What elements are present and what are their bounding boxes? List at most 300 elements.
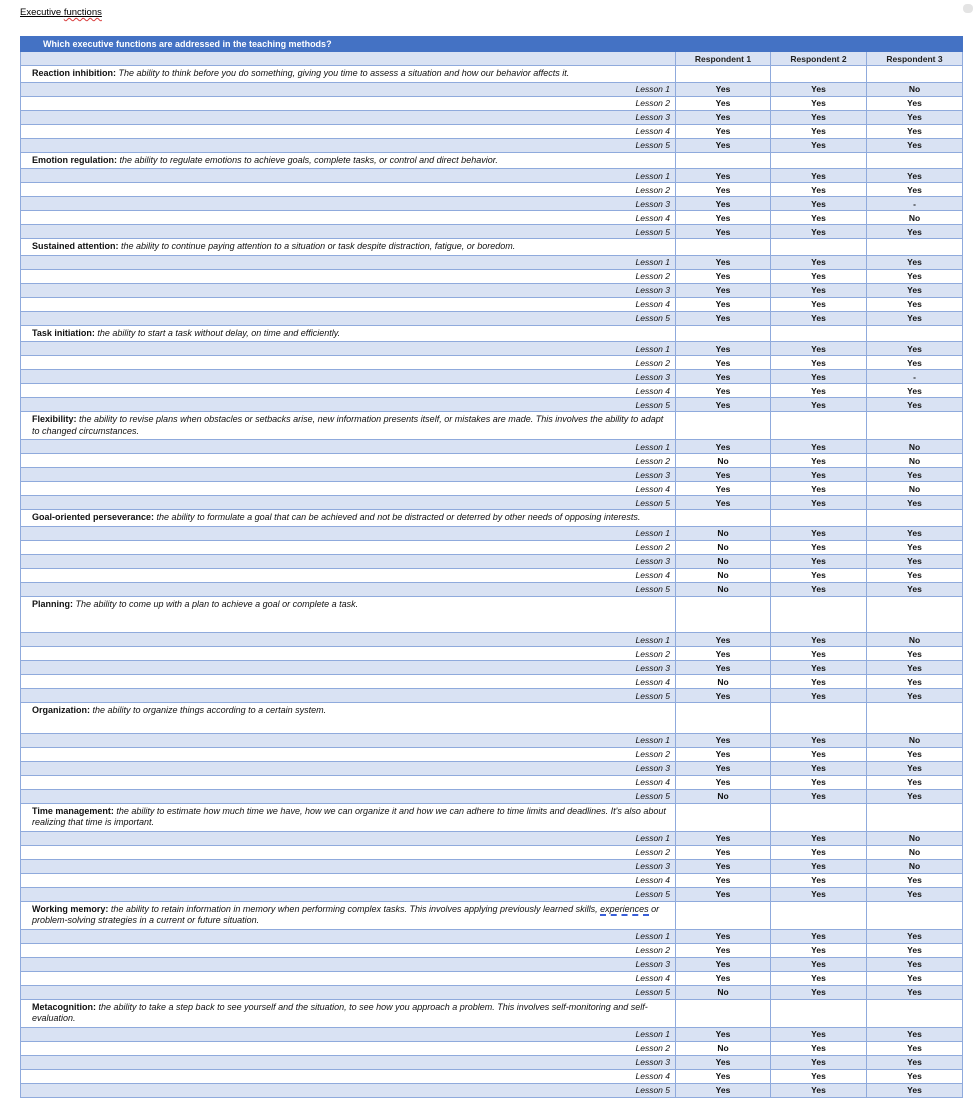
answer-cell-respondent-2: Yes	[771, 831, 867, 845]
section-organization-lesson-2-row	[21, 747, 963, 761]
answer-cell-respondent-1: Yes	[676, 775, 771, 789]
answer-cell-respondent-2: Yes	[771, 297, 867, 311]
answer-cell-respondent-1: Yes	[676, 1069, 771, 1083]
section-reaction-inhibition-lesson-3-row	[21, 110, 963, 124]
section-working-memory-lesson-3-row	[21, 957, 963, 971]
section-emotion-regulation-lesson-4-row	[21, 211, 963, 225]
answer-cell-respondent-2: Yes	[771, 1041, 867, 1055]
answer-cell-respondent-2: Yes	[771, 554, 867, 568]
answer-cell-respondent-3: Yes	[867, 124, 963, 138]
lesson-label: Lesson 5	[21, 496, 676, 510]
lesson-label: Lesson 4	[21, 568, 676, 582]
section-time-management-lesson-5-row	[21, 887, 963, 901]
lesson-label: Lesson 1	[21, 342, 676, 356]
empty-answer-cell	[676, 412, 771, 440]
answer-cell-respondent-3: Yes	[867, 283, 963, 297]
answer-cell-respondent-1: Yes	[676, 297, 771, 311]
answer-cell-respondent-3: No	[867, 859, 963, 873]
answer-cell-respondent-2: Yes	[771, 971, 867, 985]
answer-cell-respondent-2: Yes	[771, 887, 867, 901]
section-description-text: the ability to continue paying attention to a situation or task despite distraction, fatigue, or boredom.	[118, 241, 516, 251]
section-organization-description	[21, 703, 676, 734]
table-body	[21, 37, 963, 1098]
answer-cell-respondent-2: Yes	[771, 789, 867, 803]
answer-cell-respondent-3: Yes	[867, 1027, 963, 1041]
section-organization-lesson-5-row	[21, 789, 963, 803]
lesson-label: Lesson 3	[21, 468, 676, 482]
lesson-label: Lesson 5	[21, 582, 676, 596]
respondent-2-header: Respondent 2	[771, 52, 867, 66]
answer-cell-respondent-2: Yes	[771, 689, 867, 703]
answer-cell-respondent-3: Yes	[867, 183, 963, 197]
section-task-initiation-lesson-5-row	[21, 398, 963, 412]
section-metacognition-lesson-2-row	[21, 1041, 963, 1055]
lesson-label: Lesson 5	[21, 311, 676, 325]
section-name: Metacognition:	[32, 1001, 96, 1012]
answer-cell-respondent-3: Yes	[867, 1083, 963, 1097]
answer-cell-respondent-1: Yes	[676, 957, 771, 971]
answer-cell-respondent-2: Yes	[771, 943, 867, 957]
lesson-label: Lesson 1	[21, 1027, 676, 1041]
section-name: Planning:	[32, 598, 73, 609]
answer-cell-respondent-3: Yes	[867, 747, 963, 761]
lesson-label: Lesson 5	[21, 689, 676, 703]
section-name: Organization:	[32, 705, 90, 715]
section-description-text: the ability to regulate emotions to achieve goals, complete tasks, or control and direct behavior.	[117, 154, 498, 165]
lesson-label: Lesson 2	[21, 269, 676, 283]
section-sustained-attention-lesson-2-row	[21, 269, 963, 283]
section-metacognition-lesson-1-row	[21, 1027, 963, 1041]
section-description-text: the ability to organize things according to a certain system.	[90, 705, 327, 715]
lesson-label: Lesson 2	[21, 356, 676, 370]
section-organization-lesson-4-row	[21, 775, 963, 789]
lesson-label: Lesson 5	[21, 1083, 676, 1097]
lesson-label: Lesson 5	[21, 398, 676, 412]
answer-cell-respondent-1: Yes	[676, 169, 771, 183]
empty-answer-cell	[867, 412, 963, 440]
answer-cell-respondent-3: Yes	[867, 311, 963, 325]
section-name: Task initiation:	[32, 327, 95, 338]
answer-cell-respondent-2: Yes	[771, 775, 867, 789]
lesson-label: Lesson 3	[21, 554, 676, 568]
answer-cell-respondent-2: Yes	[771, 225, 867, 239]
lesson-label: Lesson 2	[21, 747, 676, 761]
section-sustained-attention-description	[21, 239, 676, 256]
section-time-management-lesson-2-row	[21, 845, 963, 859]
section-goal-oriented-perseverance-lesson-2-row	[21, 540, 963, 554]
empty-answer-cell	[676, 66, 771, 83]
section-time-management-description	[21, 803, 676, 831]
answer-cell-respondent-3: Yes	[867, 775, 963, 789]
section-name: Flexibility:	[32, 414, 77, 424]
answer-cell-respondent-3: -	[867, 197, 963, 211]
answer-cell-respondent-3: Yes	[867, 1069, 963, 1083]
lesson-label: Lesson 4	[21, 971, 676, 985]
answer-cell-respondent-1: No	[676, 554, 771, 568]
section-reaction-inhibition-lesson-5-row	[21, 138, 963, 152]
lesson-label: Lesson 2	[21, 845, 676, 859]
section-name: Sustained attention:	[32, 241, 119, 251]
lesson-label: Lesson 3	[21, 761, 676, 775]
answer-cell-respondent-1: No	[676, 675, 771, 689]
answer-cell-respondent-3: Yes	[867, 887, 963, 901]
answer-cell-respondent-3: Yes	[867, 110, 963, 124]
section-planning-description	[21, 596, 676, 633]
section-reaction-inhibition-description-row	[21, 66, 963, 83]
answer-cell-respondent-1: Yes	[676, 747, 771, 761]
empty-answer-cell	[867, 901, 963, 929]
section-organization-lesson-3-row	[21, 761, 963, 775]
answer-cell-respondent-2: Yes	[771, 370, 867, 384]
empty-answer-cell	[867, 152, 963, 169]
answer-cell-respondent-2: Yes	[771, 110, 867, 124]
answer-cell-respondent-3: Yes	[867, 342, 963, 356]
answer-cell-respondent-1: Yes	[676, 689, 771, 703]
answer-cell-respondent-3: No	[867, 845, 963, 859]
answer-cell-respondent-1: Yes	[676, 887, 771, 901]
answer-cell-respondent-1: Yes	[676, 225, 771, 239]
answer-cell-respondent-1: Yes	[676, 440, 771, 454]
empty-answer-cell	[676, 510, 771, 527]
answer-cell-respondent-2: Yes	[771, 82, 867, 96]
answer-cell-respondent-2: Yes	[771, 96, 867, 110]
answer-cell-respondent-2: Yes	[771, 169, 867, 183]
respondent-1-header: Respondent 1	[676, 52, 771, 66]
section-emotion-regulation-lesson-1-row	[21, 169, 963, 183]
section-name: Working memory:	[32, 903, 109, 914]
answer-cell-respondent-3: Yes	[867, 384, 963, 398]
answer-cell-respondent-2: Yes	[771, 747, 867, 761]
section-reaction-inhibition-lesson-1-row	[21, 82, 963, 96]
answer-cell-respondent-1: Yes	[676, 283, 771, 297]
empty-answer-cell	[771, 999, 867, 1027]
answer-cell-respondent-3: Yes	[867, 356, 963, 370]
answer-cell-respondent-3: Yes	[867, 554, 963, 568]
empty-answer-cell	[771, 239, 867, 256]
answer-cell-respondent-1: Yes	[676, 82, 771, 96]
answer-cell-respondent-3: Yes	[867, 789, 963, 803]
answer-cell-respondent-1: No	[676, 789, 771, 803]
answer-cell-respondent-3: Yes	[867, 661, 963, 675]
answer-cell-respondent-2: Yes	[771, 398, 867, 412]
answer-cell-respondent-2: Yes	[771, 859, 867, 873]
lesson-label: Lesson 4	[21, 1069, 676, 1083]
section-name: Reaction inhibition:	[32, 68, 116, 78]
lesson-label: Lesson 4	[21, 675, 676, 689]
answer-cell-respondent-2: Yes	[771, 633, 867, 647]
answer-cell-respondent-1: Yes	[676, 943, 771, 957]
lesson-label: Lesson 4	[21, 482, 676, 496]
answer-cell-respondent-3: Yes	[867, 568, 963, 582]
section-reaction-inhibition-description	[21, 66, 676, 83]
empty-answer-cell	[867, 803, 963, 831]
empty-answer-cell	[676, 703, 771, 734]
answer-cell-respondent-2: Yes	[771, 342, 867, 356]
lesson-label: Lesson 1	[21, 169, 676, 183]
answer-cell-respondent-3: Yes	[867, 96, 963, 110]
answer-cell-respondent-2: Yes	[771, 496, 867, 510]
answer-cell-respondent-2: Yes	[771, 1055, 867, 1069]
answer-cell-respondent-2: Yes	[771, 211, 867, 225]
answer-cell-respondent-3: Yes	[867, 675, 963, 689]
section-description-text: the ability to revise plans when obstacles or setbacks arise, new information presents itself, or mistakes are made. This involves the ability to adapt to changed circumstances.	[32, 414, 664, 436]
answer-cell-respondent-2: Yes	[771, 454, 867, 468]
section-flexibility-lesson-3-row	[21, 468, 963, 482]
lesson-label: Lesson 2	[21, 943, 676, 957]
section-sustained-attention-lesson-1-row	[21, 255, 963, 269]
answer-cell-respondent-3: No	[867, 831, 963, 845]
section-name: Goal-oriented perseverance:	[32, 512, 155, 522]
answer-cell-respondent-1: Yes	[676, 197, 771, 211]
answer-cell-respondent-1: Yes	[676, 1083, 771, 1097]
respondent-header-row	[21, 52, 963, 66]
empty-answer-cell	[771, 803, 867, 831]
lesson-label: Lesson 2	[21, 647, 676, 661]
answer-cell-respondent-2: Yes	[771, 283, 867, 297]
lesson-label: Lesson 5	[21, 985, 676, 999]
section-flexibility-lesson-1-row	[21, 440, 963, 454]
answer-cell-respondent-3: No	[867, 440, 963, 454]
section-organization-description-row	[21, 703, 963, 734]
lesson-label: Lesson 1	[21, 255, 676, 269]
answer-cell-respondent-2: Yes	[771, 761, 867, 775]
section-name: Emotion regulation:	[32, 154, 117, 165]
section-goal-oriented-perseverance-lesson-5-row	[21, 582, 963, 596]
section-metacognition-description	[21, 999, 676, 1027]
empty-answer-cell	[771, 901, 867, 929]
empty-answer-cell	[771, 596, 867, 633]
answer-cell-respondent-2: Yes	[771, 1083, 867, 1097]
lesson-label: Lesson 3	[21, 110, 676, 124]
answer-cell-respondent-3: No	[867, 733, 963, 747]
answer-cell-respondent-3: Yes	[867, 647, 963, 661]
answer-cell-respondent-1: Yes	[676, 183, 771, 197]
section-sustained-attention-lesson-5-row	[21, 311, 963, 325]
section-working-memory-lesson-5-row	[21, 985, 963, 999]
empty-answer-cell	[771, 703, 867, 734]
answer-cell-respondent-2: Yes	[771, 845, 867, 859]
answer-cell-respondent-2: Yes	[771, 482, 867, 496]
answer-cell-respondent-3: Yes	[867, 985, 963, 999]
answer-cell-respondent-1: Yes	[676, 1055, 771, 1069]
answer-cell-respondent-2: Yes	[771, 985, 867, 999]
answer-cell-respondent-1: Yes	[676, 971, 771, 985]
empty-answer-cell	[676, 901, 771, 929]
answer-cell-respondent-3: Yes	[867, 943, 963, 957]
section-flexibility-description-row	[21, 412, 963, 440]
respondent-3-header: Respondent 3	[867, 52, 963, 66]
answer-cell-respondent-1: Yes	[676, 761, 771, 775]
section-metacognition-description-row	[21, 999, 963, 1027]
answer-cell-respondent-2: Yes	[771, 440, 867, 454]
lesson-label: Lesson 3	[21, 957, 676, 971]
section-goal-oriented-perseverance-lesson-3-row	[21, 554, 963, 568]
lesson-label: Lesson 3	[21, 1055, 676, 1069]
answer-cell-respondent-3: Yes	[867, 169, 963, 183]
answer-cell-respondent-1: Yes	[676, 96, 771, 110]
empty-answer-cell	[771, 510, 867, 527]
section-time-management-lesson-1-row	[21, 831, 963, 845]
lesson-label: Lesson 1	[21, 440, 676, 454]
section-sustained-attention-description-row	[21, 239, 963, 256]
answer-cell-respondent-3: Yes	[867, 540, 963, 554]
lesson-label: Lesson 1	[21, 526, 676, 540]
answer-cell-respondent-2: Yes	[771, 197, 867, 211]
section-description-text: the ability to start a task without delay, on time and efficiently.	[94, 327, 341, 338]
lesson-label: Lesson 5	[21, 225, 676, 239]
answer-cell-respondent-3: Yes	[867, 269, 963, 283]
answer-cell-respondent-3: Yes	[867, 957, 963, 971]
answer-cell-respondent-1: No	[676, 526, 771, 540]
empty-answer-cell	[676, 325, 771, 342]
answer-cell-respondent-3: No	[867, 211, 963, 225]
lesson-label: Lesson 3	[21, 661, 676, 675]
answer-cell-respondent-3: Yes	[867, 297, 963, 311]
answer-cell-respondent-3: Yes	[867, 398, 963, 412]
empty-answer-cell	[676, 596, 771, 633]
answer-cell-respondent-1: Yes	[676, 370, 771, 384]
answer-cell-respondent-3: -	[867, 370, 963, 384]
answer-cell-respondent-2: Yes	[771, 733, 867, 747]
section-flexibility-lesson-5-row	[21, 496, 963, 510]
answer-cell-respondent-2: Yes	[771, 468, 867, 482]
lesson-label: Lesson 3	[21, 370, 676, 384]
empty-answer-cell	[867, 325, 963, 342]
answer-cell-respondent-1: Yes	[676, 384, 771, 398]
answer-cell-respondent-3: Yes	[867, 468, 963, 482]
empty-answer-cell	[867, 239, 963, 256]
section-metacognition-lesson-3-row	[21, 1055, 963, 1069]
respondent-header-empty-cell	[21, 52, 676, 66]
answer-cell-respondent-1: No	[676, 582, 771, 596]
section-working-memory-description	[21, 901, 676, 929]
empty-answer-cell	[676, 152, 771, 169]
section-flexibility-lesson-2-row	[21, 454, 963, 468]
section-time-management-lesson-4-row	[21, 873, 963, 887]
section-emotion-regulation-lesson-5-row	[21, 225, 963, 239]
section-goal-oriented-perseverance-lesson-4-row	[21, 568, 963, 582]
section-working-memory-description-row	[21, 901, 963, 929]
answer-cell-respondent-1: Yes	[676, 929, 771, 943]
answer-cell-respondent-1: Yes	[676, 211, 771, 225]
lesson-label: Lesson 2	[21, 183, 676, 197]
answer-cell-respondent-1: Yes	[676, 845, 771, 859]
section-working-memory-lesson-4-row	[21, 971, 963, 985]
lesson-label: Lesson 3	[21, 197, 676, 211]
section-planning-lesson-2-row	[21, 647, 963, 661]
answer-cell-respondent-2: Yes	[771, 647, 867, 661]
answer-cell-respondent-3: Yes	[867, 582, 963, 596]
answer-cell-respondent-1: Yes	[676, 496, 771, 510]
section-planning-description-row	[21, 596, 963, 633]
section-emotion-regulation-description-row	[21, 152, 963, 169]
answer-cell-respondent-2: Yes	[771, 540, 867, 554]
answer-cell-respondent-1: Yes	[676, 859, 771, 873]
answer-cell-respondent-1: Yes	[676, 342, 771, 356]
section-planning-lesson-5-row	[21, 689, 963, 703]
answer-cell-respondent-1: No	[676, 985, 771, 999]
answer-cell-respondent-1: No	[676, 454, 771, 468]
scrollbar-thumb[interactable]	[963, 4, 973, 13]
section-working-memory-lesson-1-row	[21, 929, 963, 943]
answer-cell-respondent-2: Yes	[771, 526, 867, 540]
answer-cell-respondent-2: Yes	[771, 255, 867, 269]
section-working-memory-lesson-2-row	[21, 943, 963, 957]
page-title	[20, 7, 102, 18]
lesson-label: Lesson 4	[21, 873, 676, 887]
lesson-label: Lesson 1	[21, 929, 676, 943]
empty-answer-cell	[676, 999, 771, 1027]
section-description-text: The ability to come up with a plan to achieve a goal or complete a task.	[73, 598, 359, 609]
answer-cell-respondent-1: Yes	[676, 311, 771, 325]
section-planning-lesson-1-row	[21, 633, 963, 647]
answer-cell-respondent-2: Yes	[771, 1027, 867, 1041]
lesson-label: Lesson 2	[21, 454, 676, 468]
answer-cell-respondent-1: Yes	[676, 356, 771, 370]
section-sustained-attention-lesson-4-row	[21, 297, 963, 311]
answer-cell-respondent-1: Yes	[676, 831, 771, 845]
empty-answer-cell	[771, 325, 867, 342]
section-planning-lesson-3-row	[21, 661, 963, 675]
section-organization-lesson-1-row	[21, 733, 963, 747]
answer-cell-respondent-3: No	[867, 633, 963, 647]
answer-cell-respondent-3: Yes	[867, 761, 963, 775]
answer-cell-respondent-1: Yes	[676, 124, 771, 138]
answer-cell-respondent-2: Yes	[771, 582, 867, 596]
section-task-initiation-lesson-2-row	[21, 356, 963, 370]
empty-answer-cell	[771, 66, 867, 83]
answer-cell-respondent-3: Yes	[867, 255, 963, 269]
page-title-text	[20, 7, 102, 18]
empty-answer-cell	[771, 412, 867, 440]
lesson-label: Lesson 2	[21, 1041, 676, 1055]
lesson-label: Lesson 1	[21, 633, 676, 647]
answer-cell-respondent-1: Yes	[676, 138, 771, 152]
empty-answer-cell	[867, 66, 963, 83]
answer-cell-respondent-3: Yes	[867, 929, 963, 943]
section-time-management-lesson-3-row	[21, 859, 963, 873]
section-task-initiation-description	[21, 325, 676, 342]
answer-cell-respondent-1: No	[676, 568, 771, 582]
section-task-initiation-lesson-3-row	[21, 370, 963, 384]
section-emotion-regulation-lesson-2-row	[21, 183, 963, 197]
lesson-label: Lesson 5	[21, 887, 676, 901]
lesson-label: Lesson 3	[21, 859, 676, 873]
answer-cell-respondent-2: Yes	[771, 568, 867, 582]
section-description-text: the ability to estimate how much time we have, how we can organize it and how we can adhere to time limits and deadlines. It's also about realizing that time is important.	[32, 805, 666, 827]
answer-cell-respondent-1: Yes	[676, 482, 771, 496]
section-reaction-inhibition-lesson-2-row	[21, 96, 963, 110]
answer-cell-respondent-2: Yes	[771, 675, 867, 689]
answer-cell-respondent-1: Yes	[676, 873, 771, 887]
section-sustained-attention-lesson-3-row	[21, 283, 963, 297]
answer-cell-respondent-1: Yes	[676, 269, 771, 283]
section-name: Time management:	[32, 805, 114, 816]
answer-cell-respondent-2: Yes	[771, 269, 867, 283]
answer-cell-respondent-1: Yes	[676, 468, 771, 482]
answer-cell-respondent-2: Yes	[771, 311, 867, 325]
section-flexibility-lesson-4-row	[21, 482, 963, 496]
lesson-label: Lesson 5	[21, 789, 676, 803]
section-task-initiation-lesson-4-row	[21, 384, 963, 398]
answer-cell-respondent-3: No	[867, 482, 963, 496]
lesson-label: Lesson 1	[21, 831, 676, 845]
answer-cell-respondent-2: Yes	[771, 929, 867, 943]
lesson-label: Lesson 2	[21, 540, 676, 554]
lesson-label: Lesson 4	[21, 384, 676, 398]
lesson-label: Lesson 1	[21, 733, 676, 747]
answer-cell-respondent-2: Yes	[771, 873, 867, 887]
